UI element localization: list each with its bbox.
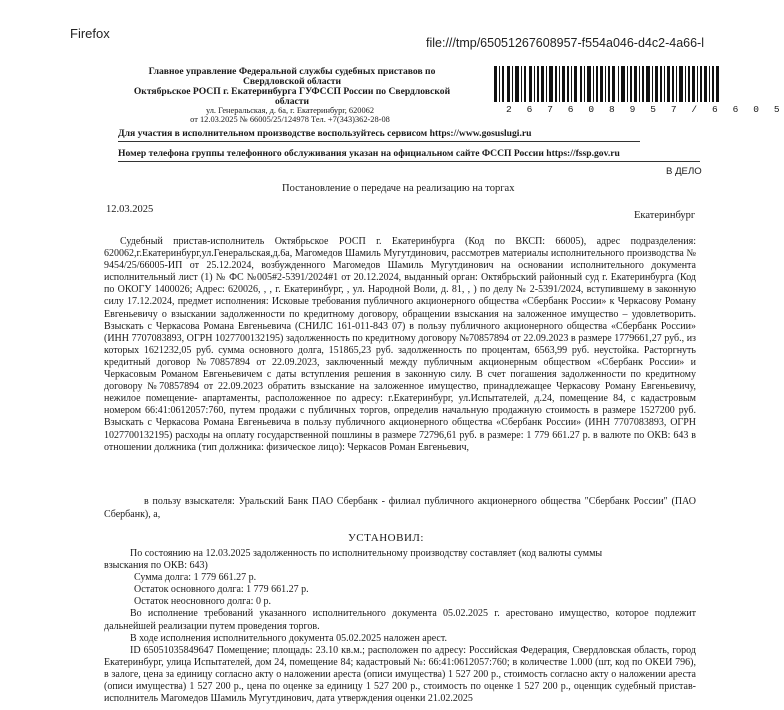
office-name-line1: Октябрьское РОСП г. Екатеринбурга ГУФССП России по Свердловской — [133, 86, 451, 97]
document-reference: от 12.03.2025 № 66005/25/124978 Тел. +7(343)362-28-08 — [190, 115, 390, 124]
barcode-image — [494, 66, 720, 102]
secondary-balance-line: Остаток неосновного долга: 0 р. — [134, 596, 271, 608]
office-address: ул. Генеральская, д. 6а, г. Екатеринбург, 620062 — [205, 106, 375, 115]
document-date: 12.03.2025 — [106, 204, 154, 215]
v-delo-stamp: В ДЕЛО — [666, 166, 702, 177]
property-paragraph: ID 65051035849647 Помещение; площадь: 23.10 кв.м.; расположен по адресу: Российская Федерация, Свердловская область, город Екатеринбург, улица Испытателей, дом 24, помещение 84; кадастровый №: 66:41:0612057:760; в количестве 1.000 (шт, код по ОКЕИ 796), в залоге, цена за единицу согласно акту о наложении ареста (описи имущества) 1 527 200 р., стоимость согласно акту о наложении ареста (описи имущества) 1 527 200 р., цена по оценке за единицу 1 527 200 р., стоимость по оценке 1 527 200 р., оценщик судебный пристав-исполнитель Магомедов Шамиль Мугутдинович, дата утверждения оценки 21.02.2025 — [104, 644, 696, 705]
claimant-paragraph: в пользу взыскателя: Уральский Банк ПАО Сбербанк - филиал публичного акционерного общества "Сбербанк России" (ПАО Сбербанк), а, — [104, 496, 696, 520]
phone-notice: Номер телефона группы телефонного обслуживания указан на официальном сайте ФССП России https://fssp.gov.ru — [118, 148, 620, 159]
gosuslugi-notice: Для участия в исполнительном производстве воспользуйтесь сервисом https://www.gosuslugi.ru — [118, 128, 532, 139]
document-body: Судебный пристав-исполнитель Октябрьское РОСП г. Екатеринбурга (Код по ВКСП: 66005), адрес подразделения: 620062,г.Екатеринбург,ул.Генеральская,д.6а, Магомедов Шамиль Мугутдинович, рассмотрев материалы исполнительного производства № 9454/25/66005-ИП от 25.12.2024, возбужденного Магомедов Шамиль Мугутдинович на основании исполнительного документа исполнительный лист (1) № ФС №005#2-5391/2024#1 от 20.12.2024, выданный орган: Октябрьский районный суд г. Екатеринбурга (Код по ОКОГУ 1400026; Адрес: 620026, , , г. Екатеринбург, , ул. Народной Воли, д. 81, , ) по делу № 2-5391/2024, вступившему в законную силу 17.12.2024, предмет исполнения: Исковые требования публичного акционерного общества «Сбербанк России» к Черкасову Роману Евгеньевичу о взыскании задолженности по кредитному договору, обращении взыскания на заложенное имущество – удовлетворить. Взыскать с Черкасова Романа Евгеньевича (СНИЛС 161-011-843 07) в пользу публичного акционерного общества «Сбербанк России» (ИНН 7707083893, ОГРН 1027700132195) задолженность по кредитному договору №70857894 от 22.09.2023 в размере 1779661,27 руб., из которых 1621232,05 руб. сумма основного долга, 151865,23 руб. задолженность по процентам, 6563,99 руб. неустойка. Расторгнуть кредитный договор №70857894 от 22.09.2023, заключенный между публичным акционерным обществом «Сбербанк России» и Черкасовым Романом Евгеньевичем с даты вступления решения в законную силу. В счет погашения задолженности по кредитному договору №70857894 от 22.09.2023 обратить взыскание на заложенное имущество, принадлежащее Черкасову Роману Евгеньевичу, нежилое помещение- апартаменты, расположенное по адресу: г.Екатеринбург, ул.Испытателей, д.24, помещение 84, с кадастровым номером 66:41:0612057:760, путем продажи с публичных торгов, определив начальную продажную стоимость в размере 1527200 руб. Взыскать с Черкасова Романа Евгеньевича в пользу публичного акционерного общества «Сбербанк России» (ИНН 7707083893, ОГРН 1027700132195) расходы на оплату государственной пошлины в размере 72796,61 руб. в размере: 1 779 661.27 р. в валюте по ОКВ: 643 в отношении должника (тип должника: физическое лицо): Черкасов Роман Евгеньевич, — [104, 236, 696, 453]
principal-balance-line: Остаток основного долга: 1 779 661.27 р. — [134, 584, 309, 596]
office-name-line2: области — [274, 96, 310, 107]
header-divider-bottom — [118, 161, 700, 162]
arrest-line: В ходе исполнения исполнительного документа 05.02.2025 наложен арест. — [130, 632, 447, 644]
document-city: Екатеринбург — [634, 210, 696, 221]
header-divider-top — [118, 141, 640, 142]
debt-amount-line: Сумма долга: 1 779 661.27 р. — [134, 572, 257, 584]
document-title: Постановление о передаче на реализацию на торгах — [282, 183, 515, 194]
agency-name-line1: Главное управление Федеральной службы судебных приставов по — [148, 66, 436, 77]
barcode-number: 2 6 7 6 0 8 9 5 7 / 6 6 0 5 — [506, 104, 784, 115]
debt-currency-line: взыскания по ОКВ: 643) — [104, 560, 208, 572]
debt-summary — [104, 548, 696, 705]
debt-status-line: По состоянию на 12.03.2025 задолженность по исполнительному производству составляет (код валюты суммы — [130, 548, 603, 559]
address-bar-url[interactable]: file:///tmp/65051267608957-f554a046-d4c2-4a66-l — [426, 36, 704, 50]
execution-paragraph: Во исполнение требований указанного исполнительного документа 05.02.2025 г. арестовано имущество, которое подлежит дальнейшей реализации путем проведения торгов. — [104, 608, 696, 632]
agency-name-line2: Свердловской области — [242, 76, 342, 87]
established-heading: УСТАНОВИЛ: — [348, 532, 424, 544]
browser-app-name: Firefox — [70, 26, 110, 41]
